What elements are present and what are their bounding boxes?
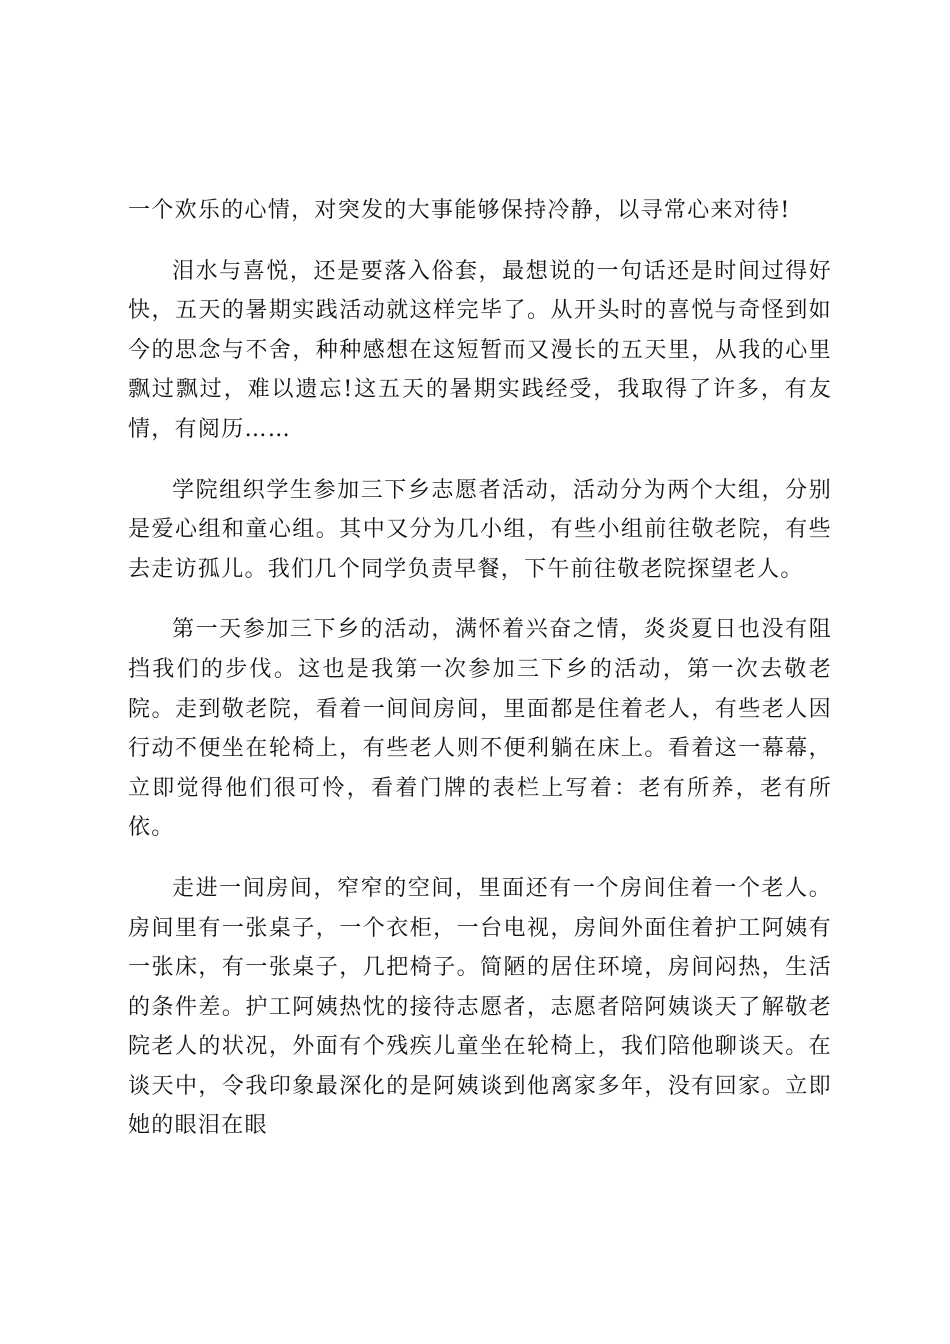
paragraph-1: 一个欢乐的心情，对突发的大事能够保持冷静，以寻常心来对待! <box>128 198 791 223</box>
paragraph-5: 走进一间房间，窄窄的空间，里面还有一个房间住着一个老人。房间里有一张桌子，一个衣柜，一台电视，房间外面住着护工阿姨有一张床，有一张桌子，几把椅子。简陋的居住环境，房间闷热，生活的条件差。护工阿姨热忱的接待志愿者，志愿者陪阿姨谈天了解敬老院老人的状况，外面有个残疾儿童坐在轮椅上，我们陪他聊谈天。在谈天中，令我印象最深化的是阿姨谈到他离家多年，没有回家。立即她的眼泪在眼 <box>128 875 832 1139</box>
paragraph-3: 学院组织学生参加三下乡志愿者活动，活动分为两个大组，分别是爱心组和童心组。其中又分为几小组，有些小组前往敬老院，有些去走访孤儿。我们几个同学负责早餐，下午前往敬老院探望老人。 <box>128 477 832 582</box>
paragraph-4: 第一天参加三下乡的活动，满怀着兴奋之情，炎炎夏日也没有阻挡我们的步伐。这也是我第一次参加三下乡的活动，第一次去敬老院。走到敬老院，看着一间间房间，里面都是住着老人，有些老人因行动不便坐在轮椅上，有些老人则不便利躺在床上。看着这一幕幕，立即觉得他们很可怜，看着门牌的表栏上写着：老有所养，老有所依。 <box>128 617 832 841</box>
paragraph-2: 泪水与喜悦，还是要落入俗套，最想说的一句话还是时间过得好快，五天的暑期实践活动就这样完毕了。从开头时的喜悦与奇怪到如今的思念与不舍，种种感想在这短暂而又漫长的五天里，从我的心里飘过飘过，难以遗忘!这五天的暑期实践经受，我取得了许多，有友情，有阅历…… <box>128 258 832 442</box>
document-body <box>128 191 832 1167</box>
